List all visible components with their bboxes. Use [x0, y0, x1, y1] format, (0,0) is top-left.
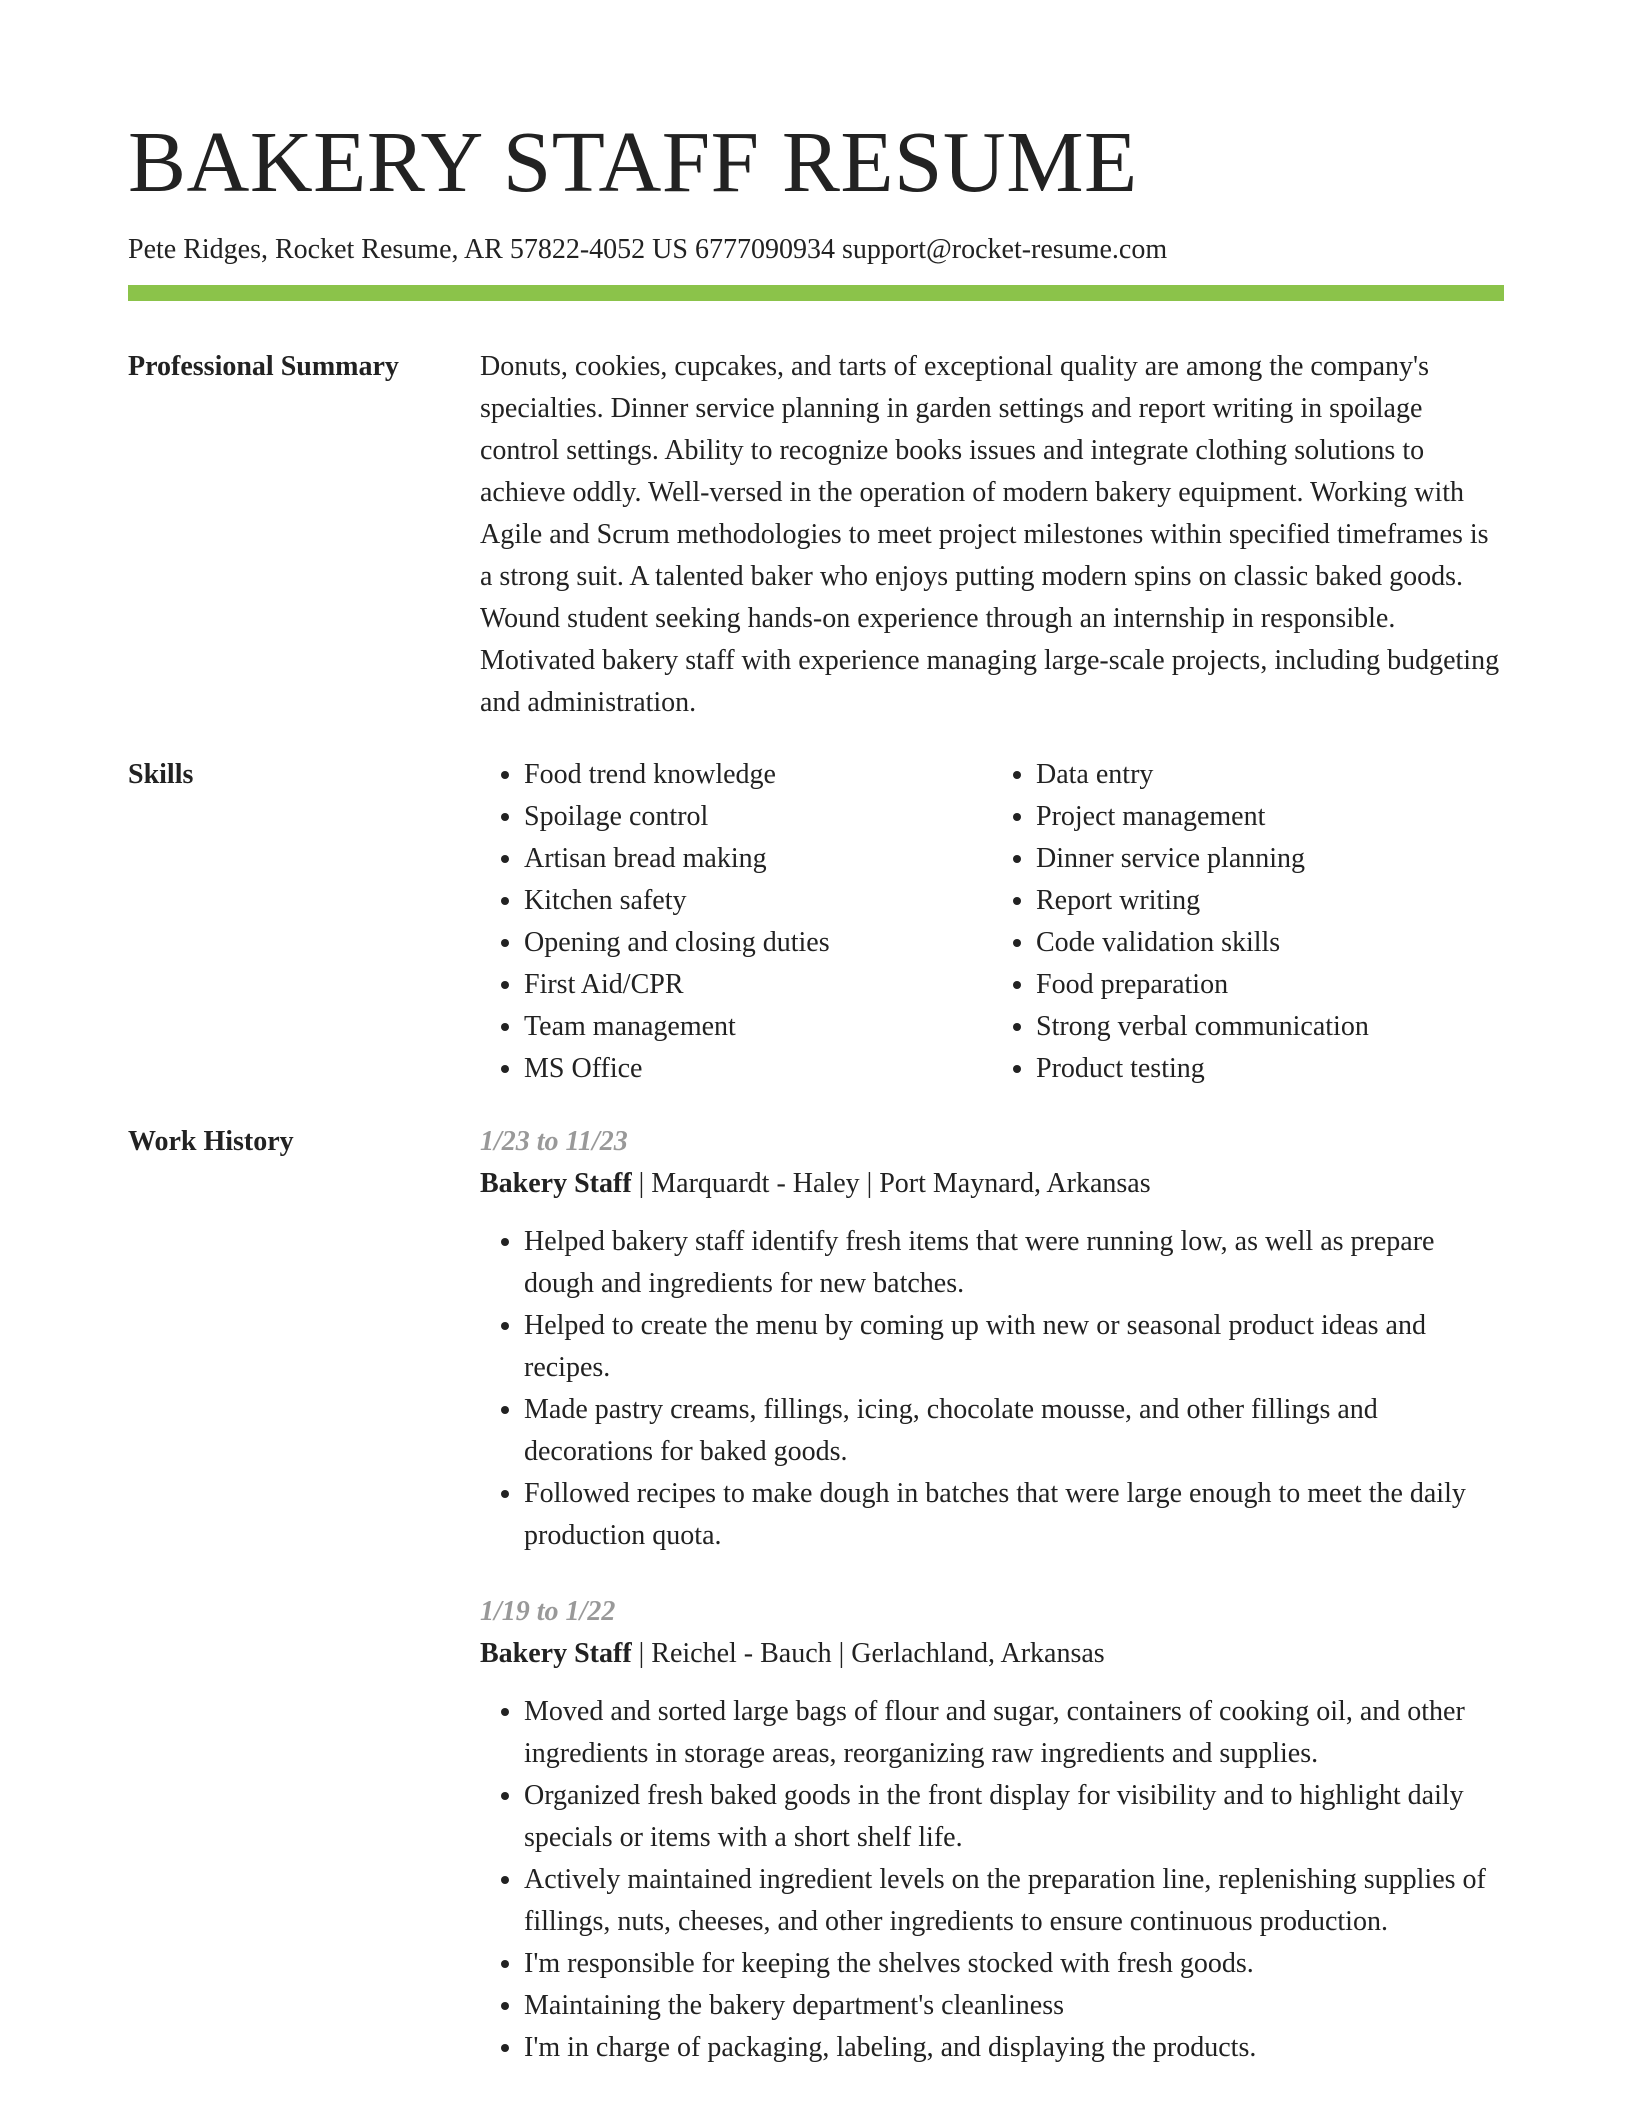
job-duty: • I'm in charge of packaging, labeling, and displaying the products. — [524, 2027, 1504, 2069]
job-duties-list — [480, 1221, 1504, 1557]
header-divider — [128, 285, 1504, 301]
job-duty: • Helped bakery staff identify fresh items that were running low, as well as prepare dough and ingredients for new batches. — [524, 1221, 1504, 1305]
job-duty: • Maintaining the bakery department's cleanliness — [524, 1985, 1504, 2027]
job-employer-location: | Reichel - Bauch | Gerlachland, Arkansas — [631, 1638, 1105, 1669]
skill-item: • Artisan bread making — [524, 838, 992, 880]
job-duty: • Moved and sorted large bags of flour and sugar, containers of cooking oil, and other ingredients in storage areas, reorganizing raw ingredients and supplies. — [524, 1691, 1504, 1775]
job-role: Bakery Staff — [480, 1638, 632, 1669]
job-duty: • Actively maintained ingredient levels on the preparation line, replenishing supplies of fillings, nuts, cheeses, and other ingredients to ensure continuous production. — [524, 1859, 1504, 1943]
job-title-line — [480, 1633, 1504, 1675]
job-entry — [480, 1121, 1504, 1557]
job-duty: • Organized fresh baked goods in the front display for visibility and to highlight daily specials or items with a short shelf life. — [524, 1775, 1504, 1859]
job-employer-location: | Marquardt - Haley | Port Maynard, Arkansas — [631, 1168, 1151, 1199]
skill-item: • MS Office — [524, 1048, 992, 1090]
work-history-label: Work History — [128, 1126, 294, 1157]
skill-item: • Data entry — [1036, 754, 1504, 796]
job-duty: • I'm responsible for keeping the shelves stocked with fresh goods. — [524, 1943, 1504, 1985]
job-duty: • Followed recipes to make dough in batches that were large enough to meet the daily production quota. — [524, 1473, 1504, 1557]
summary-body — [480, 346, 1504, 724]
summary-text: Donuts, cookies, cupcakes, and tarts of exceptional quality are among the company's specialties. Dinner service planning in garden settings and report writing in spoilage control settings. Ability to recognize books issues and integrate clothing solutions to achieve oddly. Well-versed in the operation of modern bakery equipment. Working with Agile and Scrum methodologies to meet project milestones within specified timeframes is a strong suit. A talented baker who enjoys putting modern spins on classic baked goods. Wound student seeking hands-on experience through an internship in responsible. Motivated bakery staff with experience managing large-scale projects, including budgeting and administration. — [480, 351, 1500, 718]
job-duty: • Made pastry creams, fillings, icing, chocolate mousse, and other fillings and decorations for baked goods. — [524, 1389, 1504, 1473]
skill-item: • Kitchen safety — [524, 880, 992, 922]
job-role: Bakery Staff — [480, 1168, 632, 1199]
skill-item: • Report writing — [1036, 880, 1504, 922]
skill-item: • First Aid/CPR — [524, 964, 992, 1006]
skill-item: • Dinner service planning — [1036, 838, 1504, 880]
skills-columns — [480, 754, 1504, 1090]
job-dates: 1/19 to 1/22 — [480, 1596, 616, 1627]
skill-item: • Food trend knowledge — [524, 754, 992, 796]
job-dates: 1/23 to 11/23 — [480, 1126, 628, 1157]
skills-body — [480, 754, 1504, 1090]
skill-item: • Food preparation — [1036, 964, 1504, 1006]
skills-list-right — [992, 754, 1504, 1090]
skill-item: • Code validation skills — [1036, 922, 1504, 964]
job-title-line — [480, 1163, 1504, 1205]
skill-item: • Project management — [1036, 796, 1504, 838]
skills-list-left — [480, 754, 992, 1090]
skill-item: • Spoilage control — [524, 796, 992, 838]
skill-item: • Product testing — [1036, 1048, 1504, 1090]
skills-label: Skills — [128, 759, 194, 790]
contact-line: Pete Ridges, Rocket Resume, AR 57822-4052 US 6777090934 support@rocket-resume.com — [128, 234, 1168, 265]
skill-item: • Strong verbal communication — [1036, 1006, 1504, 1048]
job-duty: • Helped to create the menu by coming up with new or seasonal product ideas and recipes. — [524, 1305, 1504, 1389]
summary-label: Professional Summary — [128, 351, 399, 382]
job-duties-list — [480, 1691, 1504, 2069]
resume-title: BAKERY STAFF RESUME — [128, 113, 1138, 210]
skill-item: • Opening and closing duties — [524, 922, 992, 964]
job-entry — [480, 1591, 1504, 2069]
skill-item: • Team management — [524, 1006, 992, 1048]
work-history-body — [480, 1121, 1504, 2103]
